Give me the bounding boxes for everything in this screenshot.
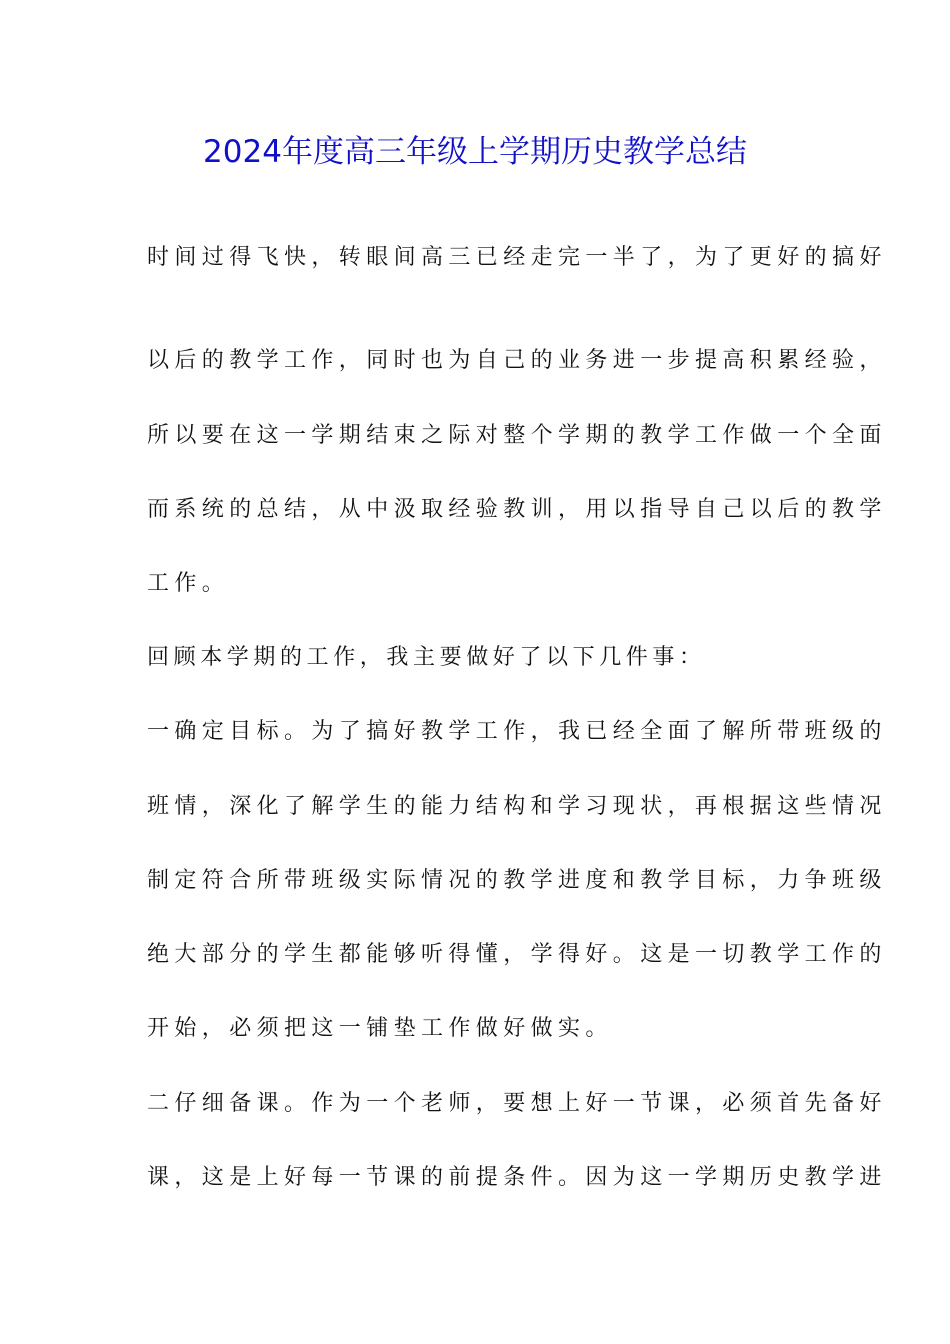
text-line: 二仔细备课。作为一个老师，要想上好一节课，必须首先备好 (147, 1091, 887, 1116)
text-line: 课，这是上好每一节课的前提条件。因为这一学期历史教学进 (147, 1165, 887, 1190)
text-line: 制定符合所带班级实际情况的教学进度和教学目标，力争班级 (147, 868, 887, 893)
text-line: 一确定目标。为了搞好教学工作，我已经全面了解所带班级的 (147, 719, 887, 744)
text-line: 班情，深化了解学生的能力结构和学习现状，再根据这些情况 (147, 794, 887, 819)
text-line: 而系统的总结，从中汲取经验教训，用以指导自己以后的教学 (147, 497, 887, 522)
text-line: 开始，必须把这一铺垫工作做好做实。 (147, 1016, 613, 1041)
text-line: 绝大部分的学生都能够听得懂，学得好。这是一切教学工作的 (147, 942, 887, 967)
text-line: 所以要在这一学期结束之际对整个学期的教学工作做一个全面 (147, 423, 887, 448)
text-line: 工作。 (147, 571, 230, 596)
document-title: 2024年度高三年级上学期历史教学总结 (203, 134, 747, 170)
text-line: 回顾本学期的工作，我主要做好了以下几件事： (147, 645, 706, 670)
text-line: 时间过得飞快，转眼间高三已经走完一半了，为了更好的搞好 (147, 245, 887, 270)
text-line: 以后的教学工作，同时也为自己的业务进一步提高积累经验， (147, 348, 887, 373)
